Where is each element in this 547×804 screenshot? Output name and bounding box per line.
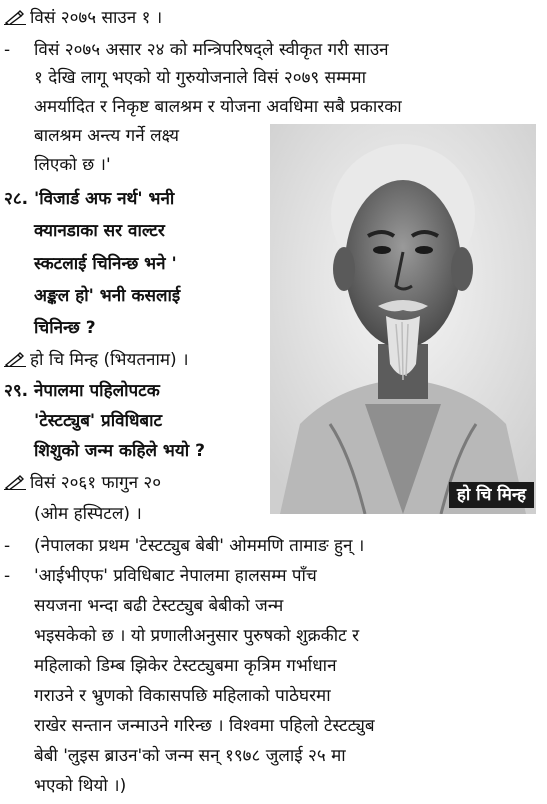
portrait-photo	[270, 124, 536, 514]
pen-icon	[4, 9, 26, 25]
photo-caption: हो चि मिन्ह	[449, 482, 534, 508]
q29-note-2-line-7: बेबी 'लुइस ब्राउन'को जन्म सन् १९७८ जुलाई २५ मा	[34, 746, 346, 766]
q27-note-line-4: बालश्रम अन्त्य गर्ने लक्ष्य	[34, 126, 180, 146]
q29-note-2-line-3: भइसकेको छ । यो प्रणालीअनुसार पुरुषको शुक्रकीट र	[34, 626, 360, 646]
q28-answer-text: हो चि मिन्ह (भियतनाम) ।	[30, 350, 189, 370]
q29-note-2-line-4: महिलाको डिम्ब झिकेर टेस्टट्युबमा कृत्रिम गर्भाधान	[34, 656, 337, 676]
q29-note-2-line-5: गराउने र भ्रुणको विकासपछि महिलाको पाठेघरमा	[34, 686, 331, 706]
q29-answer	[4, 471, 161, 495]
q27-answer-text: विसं २०७५ साउन १ ।	[30, 8, 163, 28]
q29-note-1: (नेपालका प्रथम 'टेस्टट्युब बेबी' ओममणि तामाङ हुन् ।	[34, 536, 365, 556]
q29-line-2: 'टेस्टट्युब' प्रविधिबाट	[34, 411, 163, 431]
q29-note-2-line-6: राखेर सन्तान जन्माउने गरिन्छ । विश्वमा पहिलो टेस्टट्युब	[34, 716, 375, 736]
q28-line-5: चिनिन्छ ?	[34, 318, 96, 338]
q29-line-1: नेपालमा पहिलोपटक	[34, 381, 160, 401]
q29-answer-text-2: (ओम हस्पिटल) ।	[34, 504, 142, 524]
q27-answer	[4, 6, 162, 30]
q29-number: २९.	[4, 381, 29, 401]
q29-note-2-line-2: सयजना भन्दा बढी टेस्टट्युब बेबीको जन्म	[34, 596, 284, 616]
pen-icon	[4, 351, 26, 367]
q28-line-3: स्कटलाई चिनिन्छ भने '	[34, 254, 177, 274]
q27-note-line-5: लिएको छ ।'	[34, 155, 111, 175]
q28-line-1: 'विजार्ड अफ नर्थ' भनी	[34, 189, 175, 209]
q27-note-line-2: १ देखि लागू भएको यो गुरुयोजनाले विसं २०७९ सम्ममा	[34, 68, 366, 88]
q27-note-line-3: अमर्यादित र निकृष्ट बालश्रम र योजना अवधिमा सबै प्रकारका	[34, 97, 402, 117]
q29-note-2-line-8: भएको थियो ।)	[34, 776, 127, 796]
q27-note-bullet: -	[4, 40, 11, 60]
q28-line-4: अङ्कल हो' भनी कसलाई	[34, 286, 181, 306]
q29-note-2-line-1: 'आईभीएफ' प्रविधिबाट नेपालमा हालसम्म पाँच	[34, 566, 317, 586]
q28-answer	[4, 348, 189, 372]
q27-note-line-1: विसं २०७५ असार २४ को मन्त्रिपरिषद्ले स्वीकृत गरी साउन	[34, 40, 389, 60]
q28-number: २८.	[4, 189, 29, 209]
q28-line-2: क्यानडाका सर वाल्टर	[34, 221, 165, 241]
q29-answer-text-1: विसं २०६१ फागुन २०	[30, 473, 162, 493]
pen-icon	[4, 474, 26, 490]
q29-line-3: शिशुको जन्म कहिले भयो ?	[34, 441, 205, 461]
portrait-illustration	[270, 124, 536, 514]
